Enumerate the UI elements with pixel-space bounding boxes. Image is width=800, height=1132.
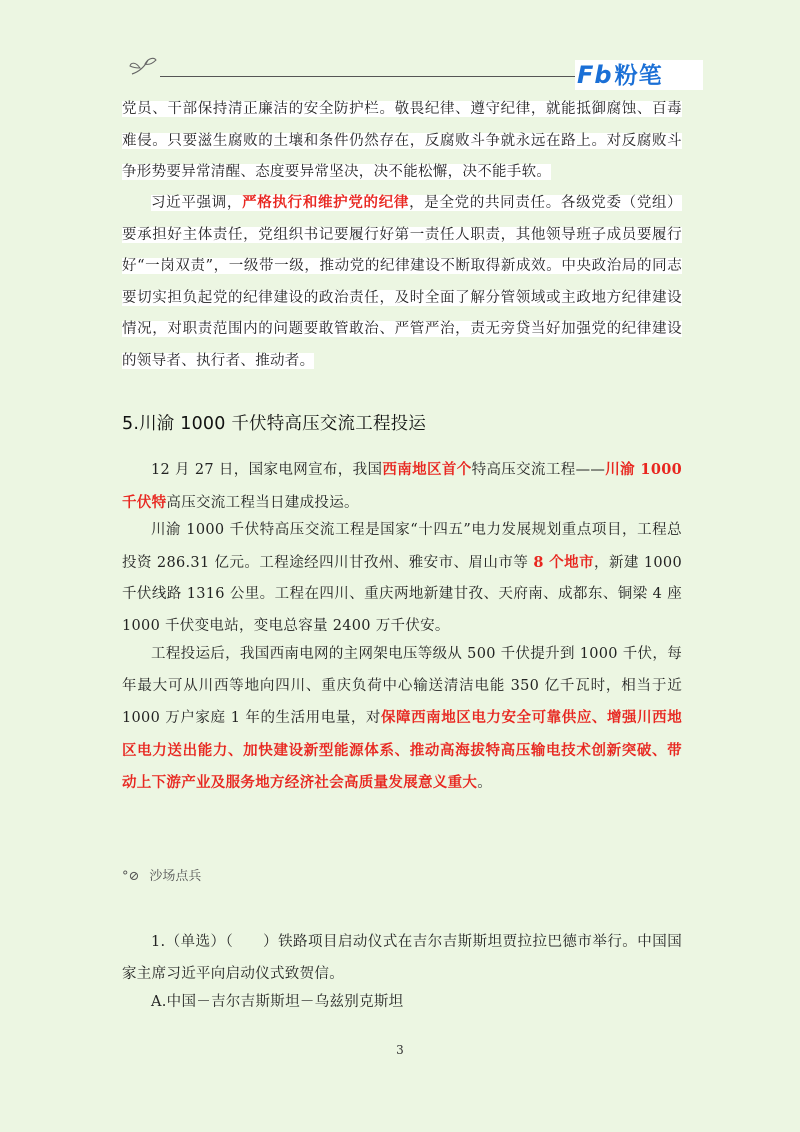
- practice-icon: °⊘: [122, 869, 140, 884]
- paragraph-significance: [122, 639, 682, 800]
- paragraph-discipline-continued: [122, 94, 682, 189]
- logo-name: 粉笔: [614, 63, 663, 89]
- para5-tail: 。: [477, 775, 493, 791]
- paragraph-announcement: [122, 454, 682, 519]
- paragraph-xi-stresses: [122, 187, 682, 377]
- practice-header: [122, 865, 201, 884]
- para3-mid: 特高压交流工程——: [471, 462, 606, 478]
- para4-lead: 川渝 1000 千伏特高压交流工程是国家“十四五”电力发展规划重点项目，工程总投资 286.31 亿元。工程途经四川甘孜州、雅安市、眉山市等: [122, 522, 682, 571]
- para5-lead: 工程投运后，我国西南电网的主网架电压等级从 500 千伏提升到 1000 千伏，每年最大可从川西等地向四川、重庆负荷中心输送清洁电能 350 亿千瓦时，相当于近 1000 万户家庭 1 年的生活用电量，对: [122, 646, 682, 726]
- para3-emphasis-2: 川渝 1000 千伏特: [122, 461, 682, 511]
- option-a-text: A.中国－吉尔吉斯斯坦－乌兹别克斯坦: [151, 994, 404, 1010]
- para3-lead: 12 月 27 日，国家电网宣布，我国: [151, 462, 383, 478]
- paragraph-project-details: [122, 515, 682, 642]
- practice-label: 沙场点兵: [149, 869, 202, 884]
- question-stem: [122, 927, 682, 990]
- para4-emphasis: 8 个地市: [533, 553, 595, 571]
- para4-tail: ，新建 1000 千伏线路 1316 公里。工程在四川、重庆两地新建甘孜、天府南、成都东、铜梁 4 座 1000 千伏变电站，变电总容量 2400 万千伏安。: [122, 554, 682, 634]
- para2-body: ，是全党的共同责任。各级党委（党组）要承担好主体责任，党组织书记要履行好第一责任人职责，其他领导班子成员要履行好“一岗双责”，一级带一级，推动党的纪律建设不断取得新成效。中央政治局的同志要切实担负起党的纪律建设的政治责任，及时全面了解分管领域或主政地方纪律建设情况，对职责范围内的问题要敢管敢治、严管严治，责无旁贷当好加强党的纪律建设的领导者、执行者、推动者。: [122, 195, 682, 369]
- brand-logo: [577, 61, 663, 89]
- logo-mark: Fb: [577, 61, 613, 89]
- para3-tail: 高压交流工程当日建成投运。: [166, 494, 359, 511]
- para1-text: 党员、干部保持清正廉洁的安全防护栏。敬畏纪律、遵守纪律，就能抵御腐蚀、百毒难侵。只要滋生腐败的土壤和条件仍然存在，反腐败斗争就永远在路上。对反腐败斗争形势要异常清醒、态度要异常坚决，决不能松懈，决不能手软。: [122, 101, 682, 180]
- section-title: 5.川渝 1000 千伏特高压交流工程投运: [122, 414, 427, 434]
- page-number: 3: [396, 1043, 404, 1057]
- header-rule: [160, 76, 578, 77]
- para2-emphasis: 严格执行和维护党的纪律: [242, 194, 410, 211]
- para2-lead: 习近平强调，: [151, 195, 243, 211]
- question-text: 1.（单选）（ ）铁路项目启动仪式在吉尔吉斯斯坦贾拉拉巴德市举行。中国国家主席习近平向启动仪式致贺信。: [122, 934, 682, 982]
- sprout-icon: [128, 54, 158, 78]
- question-option-a: [122, 987, 682, 1019]
- para3-emphasis-1: 西南地区首个: [382, 461, 472, 478]
- para5-emphasis: 保障西南地区电力安全可靠供应、增强川西地区电力送出能力、加快建设新型能源体系、推动高海拔特高压输电技术创新突破、带动上下游产业及服务地方经济社会高质量发展意义重大: [122, 709, 682, 791]
- page-header: [0, 0, 800, 95]
